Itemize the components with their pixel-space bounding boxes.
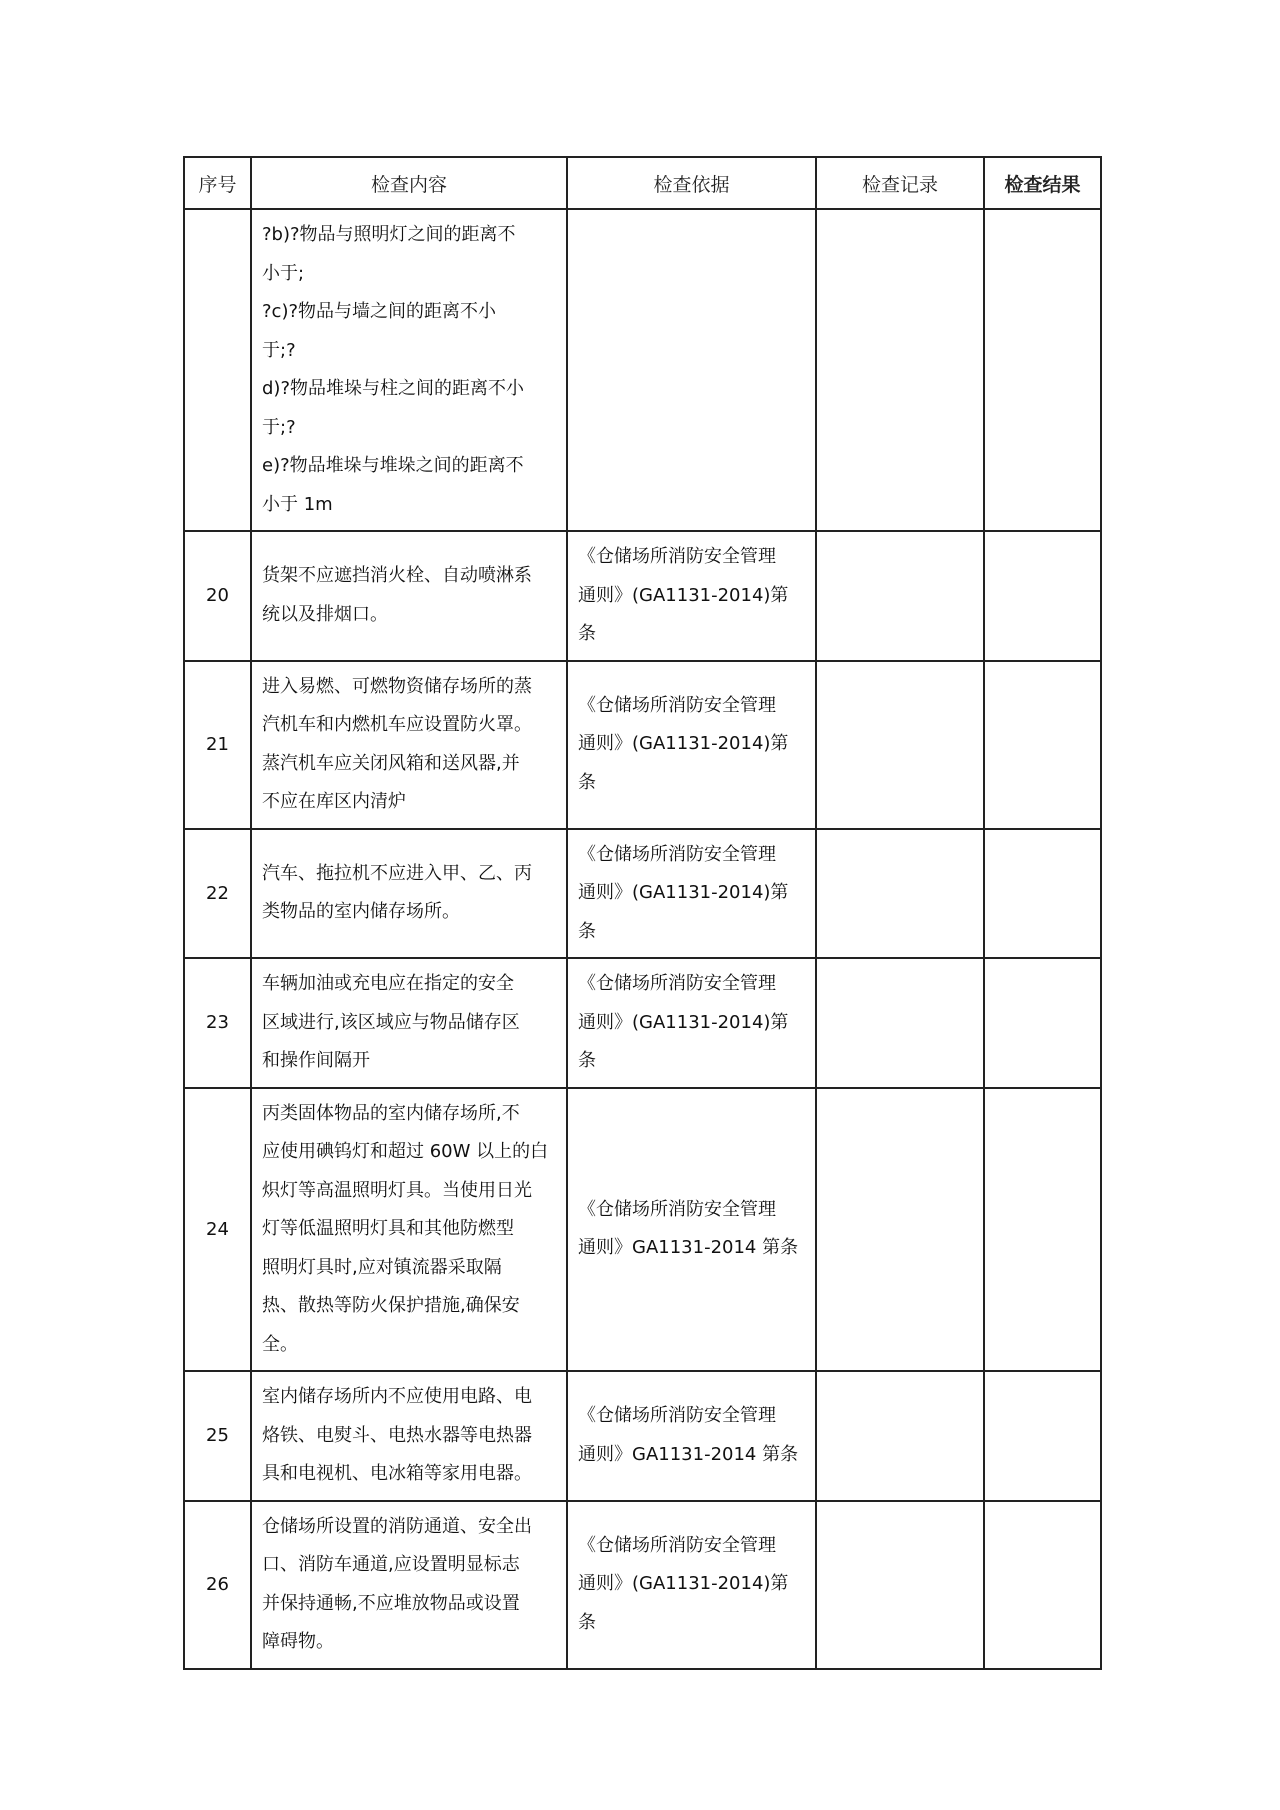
check-record-cell[interactable] bbox=[816, 1088, 984, 1372]
check-record-cell[interactable] bbox=[816, 209, 984, 531]
content-line: e)?物品堆垛与堆垛之间的距离不 bbox=[262, 455, 524, 476]
check-basis bbox=[567, 209, 816, 531]
content-line: 不应在库区内清炉 bbox=[262, 791, 406, 812]
content-line: 于;? bbox=[262, 339, 296, 361]
basis-line: 《仓储场所消防安全管理 bbox=[578, 1405, 776, 1427]
content-line: 于;? bbox=[262, 416, 296, 438]
content-line: 仓储场所设置的消防通道、安全出 bbox=[262, 1515, 532, 1537]
content-line: 具和电视机、电冰箱等家用电器。 bbox=[262, 1463, 532, 1484]
row-number: 20 bbox=[184, 531, 251, 661]
header-content: 检查内容 bbox=[251, 157, 567, 209]
check-record-cell[interactable] bbox=[816, 661, 984, 829]
check-content bbox=[251, 1088, 567, 1372]
check-content bbox=[251, 1371, 567, 1501]
table-row bbox=[184, 1371, 1101, 1501]
content-line: 照明灯具时,应对镇流器采取隔 bbox=[262, 1256, 502, 1278]
basis-line: 通则》(GA1131-2014)第 bbox=[578, 882, 789, 903]
check-basis bbox=[567, 1501, 816, 1669]
check-result-cell[interactable] bbox=[984, 531, 1101, 661]
content-line: 丙类固体物品的室内储存场所,不 bbox=[262, 1102, 520, 1124]
content-line: 蒸汽机车应关闭风箱和送风器,并 bbox=[262, 752, 520, 774]
content-line: 小于; bbox=[262, 262, 305, 284]
header-row bbox=[184, 157, 1101, 209]
check-content bbox=[251, 958, 567, 1088]
check-record-cell[interactable] bbox=[816, 829, 984, 959]
check-record-cell[interactable] bbox=[816, 531, 984, 661]
basis-line: 条 bbox=[578, 771, 596, 793]
content-line: 灯等低温照明灯具和其他防燃型 bbox=[262, 1218, 514, 1239]
content-line: 烙铁、电熨斗、电热水器等电热器 bbox=[262, 1424, 532, 1446]
header-record: 检查记录 bbox=[816, 157, 984, 209]
table-row bbox=[184, 661, 1101, 829]
check-basis bbox=[567, 1088, 816, 1372]
check-basis bbox=[567, 829, 816, 959]
row-number bbox=[184, 209, 251, 531]
check-result-cell[interactable] bbox=[984, 1088, 1101, 1372]
check-basis bbox=[567, 958, 816, 1088]
check-content bbox=[251, 1501, 567, 1669]
header-no: 序号 bbox=[184, 157, 251, 209]
table-row bbox=[184, 958, 1101, 1088]
check-result-cell[interactable] bbox=[984, 1501, 1101, 1669]
content-line: 汽机车和内燃机车应设置防火罩。 bbox=[262, 714, 532, 735]
check-record-cell[interactable] bbox=[816, 1371, 984, 1501]
content-line: 汽车、拖拉机不应进入甲、乙、丙 bbox=[262, 862, 532, 884]
basis-line: 通则》(GA1131-2014)第 bbox=[578, 1011, 789, 1033]
check-result-cell[interactable] bbox=[984, 209, 1101, 531]
content-line: ?c)?物品与墙之间的距离不小 bbox=[262, 301, 497, 322]
check-result-cell[interactable] bbox=[984, 829, 1101, 959]
inspection-table bbox=[183, 156, 1102, 1670]
check-result-cell[interactable] bbox=[984, 958, 1101, 1088]
table-row bbox=[184, 1088, 1101, 1372]
row-number: 24 bbox=[184, 1088, 251, 1372]
basis-line: 《仓储场所消防安全管理 bbox=[578, 546, 776, 567]
content-line: 全。 bbox=[262, 1333, 298, 1355]
content-line: 区域进行,该区域应与物品储存区 bbox=[262, 1011, 520, 1033]
basis-line: 《仓储场所消防安全管理 bbox=[578, 843, 776, 865]
row-number: 22 bbox=[184, 829, 251, 959]
content-line: 室内储存场所内不应使用电路、电 bbox=[262, 1386, 532, 1407]
table-body bbox=[184, 209, 1101, 1669]
content-line: 车辆加油或充电应在指定的安全 bbox=[262, 973, 514, 994]
check-record-cell[interactable] bbox=[816, 958, 984, 1088]
basis-line: 《仓储场所消防安全管理 bbox=[578, 694, 776, 716]
row-number: 25 bbox=[184, 1371, 251, 1501]
table-row bbox=[184, 531, 1101, 661]
content-line: 小于 1m bbox=[262, 493, 333, 515]
content-line: 障碍物。 bbox=[262, 1631, 334, 1652]
header-result: 检查结果 bbox=[984, 157, 1101, 209]
check-content bbox=[251, 531, 567, 661]
basis-line: 条 bbox=[578, 1611, 596, 1633]
basis-line: 《仓储场所消防安全管理 bbox=[578, 1198, 776, 1220]
content-line: 并保持通畅,不应堆放物品或设置 bbox=[262, 1592, 520, 1614]
check-result-cell[interactable] bbox=[984, 661, 1101, 829]
table-row bbox=[184, 209, 1101, 531]
basis-line: 通则》(GA1131-2014)第 bbox=[578, 733, 789, 755]
content-line: 类物品的室内储存场所。 bbox=[262, 901, 460, 923]
content-line: 货架不应遮挡消火栓、自动喷淋系 bbox=[262, 565, 532, 587]
basis-line: 条 bbox=[578, 920, 596, 942]
basis-line: 条 bbox=[578, 623, 596, 644]
check-content bbox=[251, 829, 567, 959]
content-line: 统以及排烟口。 bbox=[262, 603, 388, 625]
check-content bbox=[251, 661, 567, 829]
basis-line: 《仓储场所消防安全管理 bbox=[578, 973, 776, 994]
check-result-cell[interactable] bbox=[984, 1371, 1101, 1501]
basis-line: 条 bbox=[578, 1050, 596, 1071]
row-number: 26 bbox=[184, 1501, 251, 1669]
content-line: 热、散热等防火保护措施,确保安 bbox=[262, 1295, 520, 1316]
row-number: 21 bbox=[184, 661, 251, 829]
content-line: 炽灯等高温照明灯具。当使用日光 bbox=[262, 1179, 532, 1201]
basis-line: 《仓储场所消防安全管理 bbox=[578, 1534, 776, 1556]
content-line: 口、消防车通道,应设置明显标志 bbox=[262, 1554, 520, 1575]
basis-line: 通则》(GA1131-2014)第 bbox=[578, 584, 789, 606]
check-record-cell[interactable] bbox=[816, 1501, 984, 1669]
content-line: d)?物品堆垛与柱之间的距离不小 bbox=[262, 378, 525, 399]
check-basis bbox=[567, 661, 816, 829]
content-line: 和操作间隔开 bbox=[262, 1050, 370, 1071]
table-row bbox=[184, 1501, 1101, 1669]
header-basis: 检查依据 bbox=[567, 157, 816, 209]
content-line: 进入易燃、可燃物资储存场所的蒸 bbox=[262, 675, 532, 697]
basis-line: 通则》(GA1131-2014)第 bbox=[578, 1573, 789, 1595]
check-content bbox=[251, 209, 567, 531]
content-line: 应使用碘钨灯和超过 60W 以上的白 bbox=[262, 1141, 549, 1162]
content-line: ?b)?物品与照明灯之间的距离不 bbox=[262, 224, 516, 245]
basis-line: 通则》GA1131-2014 第条 bbox=[578, 1443, 799, 1465]
basis-line: 通则》GA1131-2014 第条 bbox=[578, 1237, 799, 1259]
row-number: 23 bbox=[184, 958, 251, 1088]
check-basis bbox=[567, 531, 816, 661]
table-row bbox=[184, 829, 1101, 959]
check-basis bbox=[567, 1371, 816, 1501]
